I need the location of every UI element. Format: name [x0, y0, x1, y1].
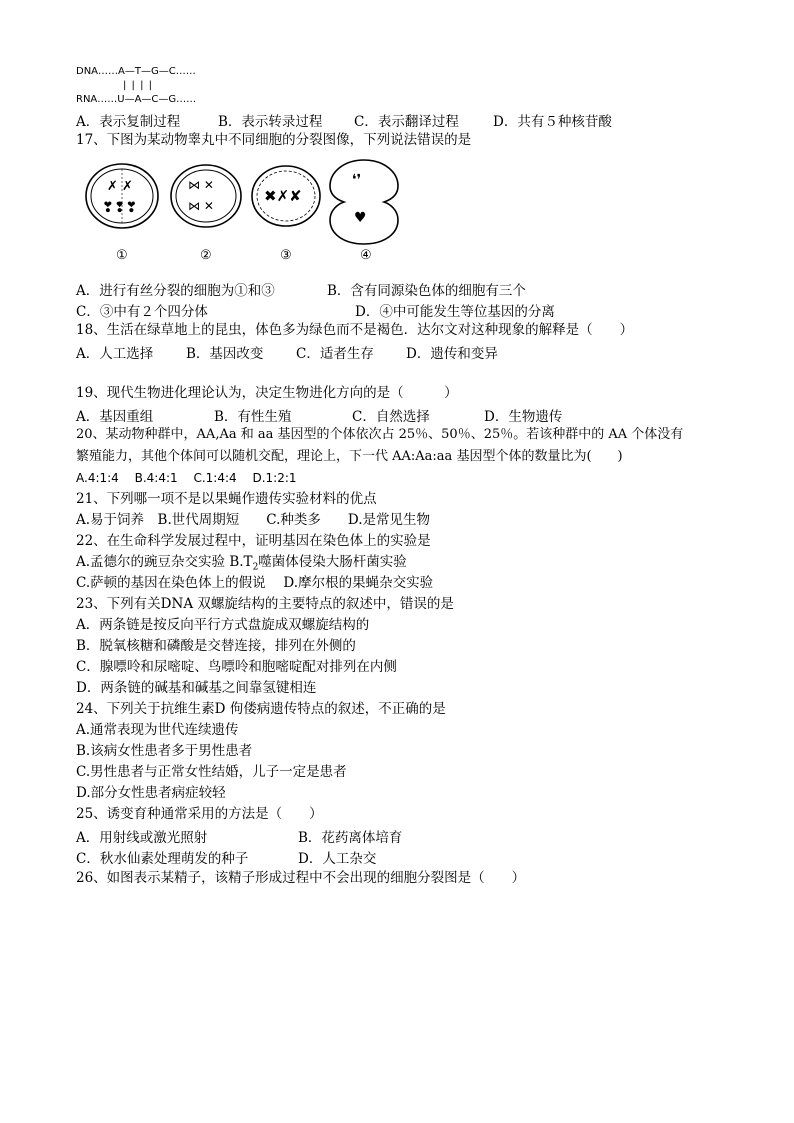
q26-stem: 26、如图表示某精子，该精子形成过程中不会出现的细胞分裂图是（ ）: [76, 870, 526, 886]
q19-option-d: D．生物遗传: [484, 409, 563, 425]
svg-text:❣❢❣: ❣❢❣: [102, 200, 138, 216]
q23-option-c: C．腺嘌呤和尿嘧啶、鸟嘌呤和胞嘧啶配对排列在内侧: [76, 659, 397, 675]
q18-option-c: C．适者生存: [296, 346, 374, 362]
q17-stem: 17、下图为某动物睾丸中不同细胞的分裂图像，下列说法错误的是: [76, 132, 472, 148]
q19-option-c: C．自然选择: [352, 409, 430, 425]
q22-option-b-part-2: 噬菌体侵染大肠杆菌实验: [258, 554, 407, 570]
q22-stem: 22、在生命科学发展过程中，证明基因在染色体上的实验是: [76, 533, 431, 549]
dna-strand: DNA……A—T—G—C……: [76, 66, 196, 77]
cell-2-drawing: [171, 165, 241, 227]
svg-text:⋈ ✕: ⋈ ✕: [188, 199, 214, 213]
q19-stem: 19、现代生物进化理论认为，决定生物进化方向的是（ ）: [76, 385, 458, 401]
q25-option-d: D．人工杂交: [298, 851, 377, 867]
cell-division-figure: [84, 156, 414, 266]
q21-options: A.易于饲养 B.世代周期短 C.种类多 D.是常见生物: [76, 512, 431, 528]
q25-option-c: C．秋水仙素处理萌发的种子: [76, 851, 249, 867]
cell-label-4: ④: [360, 248, 372, 263]
q18-option-a: A．人工选择: [76, 346, 154, 362]
cell-3-drawing: [252, 166, 320, 226]
q18-option-d: D．遗传和变异: [406, 346, 498, 362]
q23-option-d: D．两条链的碱基和碱基之间靠氢键相连: [76, 680, 317, 696]
cell-label-2: ②: [200, 248, 212, 263]
q21-stem: 21、下列哪一项不是以果蝇作遗传实验材料的优点: [76, 491, 377, 507]
q19-option-b: B．有性生殖: [214, 409, 292, 425]
q24-option-a: A.通常表现为世代连续遗传: [76, 722, 239, 738]
base-pair-bars: | | | |: [123, 80, 154, 91]
q23-stem: 23、下列有关DNA 双螺旋结构的主要特点的叙述中，错误的是: [76, 596, 454, 612]
svg-text:✗ ✗: ✗ ✗: [107, 179, 133, 194]
q17-option-a: A．进行有丝分裂的细胞为①和③: [76, 283, 275, 299]
q23-option-a: A．两条链是按反向平行方式盘旋成双螺旋结构的: [76, 617, 370, 633]
q19-option-a: A．基因重组: [76, 409, 154, 425]
q25-option-b: B．花药离体培育: [298, 830, 403, 846]
q17-option-d: D．④中可能发生等位基因的分离: [355, 304, 555, 320]
rna-strand: RNA……U—A—C—G……: [76, 94, 197, 105]
q24-option-d: D.部分女性患者病症较轻: [76, 785, 226, 801]
q16-option-c: C．表示翻译过程: [354, 114, 459, 130]
q18-option-b: B．基因改变: [186, 346, 264, 362]
q22-option-a-b-part-1: A.孟德尔的豌豆杂交实验 B.T: [76, 554, 253, 570]
cell-label-3: ③: [280, 248, 292, 263]
q25-stem: 25、诱变育种通常采用的方法是（ ）: [76, 806, 323, 822]
q20-stem-line-1: 20、某动物种群中，AA,Aa 和 aa 基因型的个体依次占 25％、50％、25％。若该种群中的 AA 个体没有: [76, 427, 684, 442]
q24-stem: 24、下列关于抗维生素D 佝偻病遗传特点的叙述，不正确的是: [76, 701, 446, 717]
q20-options: A.4:1:4 B.4:4:1 C.1:4:4 D.1:2:1: [76, 471, 297, 485]
svg-text:❛❜: ❛❜: [352, 172, 362, 188]
q18-stem: 18、生活在绿草地上的昆虫，体色多为绿色而不是褐色．达尔文对这种现象的解释是（ ）: [76, 322, 634, 338]
cell-4-drawing: [330, 160, 398, 244]
svg-text:✖✗✘: ✖✗✘: [264, 187, 302, 205]
q23-option-b: B．脱氧核糖和磷酸是交替连接，排列在外侧的: [76, 638, 356, 654]
q24-option-c: C.男性患者与正常女性结婚，儿子一定是患者: [76, 764, 347, 780]
cell-label-1: ①: [116, 248, 128, 263]
svg-text:♥: ♥: [354, 210, 367, 226]
q17-option-c: C．③中有２个四分体: [76, 304, 208, 320]
q25-option-a: A．用射线或激光照射: [76, 830, 208, 846]
q17-option-b: B．含有同源染色体的细胞有三个: [327, 283, 526, 299]
q22-subscript: 2: [252, 562, 259, 573]
q22-options-line-2: C.萨顿的基因在染色体上的假说 D.摩尔根的果蝇杂交实验: [76, 575, 434, 591]
q16-option-a: A．表示复制过程: [76, 114, 181, 130]
q24-option-b: B.该病女性患者多于男性患者: [76, 743, 253, 759]
q16-option-d: D．共有５种核苷酸: [493, 114, 612, 130]
cell-1-drawing: [86, 164, 158, 228]
q16-option-b: B．表示转录过程: [218, 114, 323, 130]
q20-stem-line-2: 繁殖能力，其他个体间可以随机交配，理论上，下一代 AA:Aa:aa 基因型个体的数量比为( ): [76, 449, 623, 464]
svg-text:⋈ ✕: ⋈ ✕: [188, 178, 214, 192]
